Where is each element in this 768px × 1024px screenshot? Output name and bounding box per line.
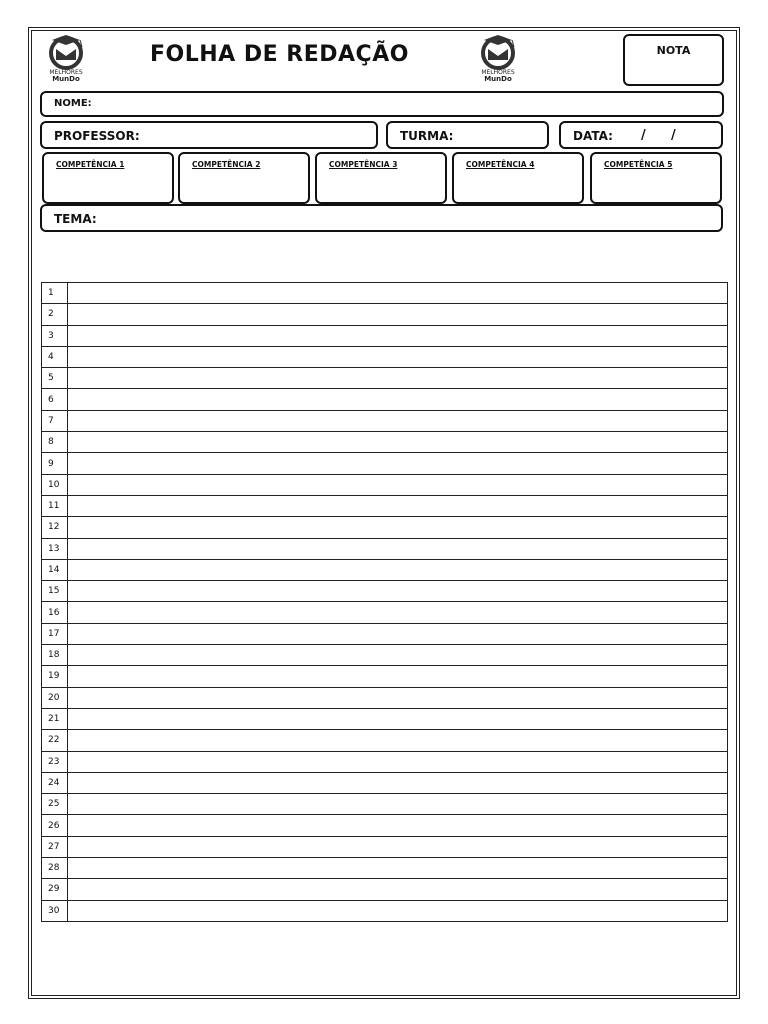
brand-line-2: MunDo	[52, 75, 80, 83]
tema-field[interactable]	[40, 204, 723, 232]
writing-line[interactable]	[42, 283, 728, 304]
line-writing-area[interactable]	[68, 283, 728, 304]
line-writing-area[interactable]	[68, 772, 728, 793]
brand-line-1: MELHORES	[49, 69, 83, 76]
competencia-label: COMPETÊNCIA 4	[466, 160, 535, 169]
line-number: 19	[42, 666, 68, 687]
competencia-box-5[interactable]	[590, 152, 722, 204]
line-writing-area[interactable]	[68, 538, 728, 559]
line-number: 22	[42, 730, 68, 751]
writing-line[interactable]	[42, 368, 728, 389]
writing-line[interactable]	[42, 879, 728, 900]
line-writing-area[interactable]	[68, 751, 728, 772]
line-number: 12	[42, 517, 68, 538]
line-number: 28	[42, 858, 68, 879]
school-logo	[40, 32, 92, 88]
writing-line[interactable]	[42, 581, 728, 602]
graduation-cap-icon	[472, 32, 524, 72]
writing-line[interactable]	[42, 325, 728, 346]
line-writing-area[interactable]	[68, 794, 728, 815]
line-writing-area[interactable]	[68, 687, 728, 708]
writing-line[interactable]	[42, 794, 728, 815]
writing-line[interactable]	[42, 708, 728, 729]
line-writing-area[interactable]	[68, 666, 728, 687]
line-number: 18	[42, 645, 68, 666]
data-field[interactable]	[559, 121, 723, 149]
line-number: 21	[42, 708, 68, 729]
line-number: 26	[42, 815, 68, 836]
line-writing-area[interactable]	[68, 432, 728, 453]
line-writing-area[interactable]	[68, 304, 728, 325]
line-number: 24	[42, 772, 68, 793]
writing-line[interactable]	[42, 304, 728, 325]
writing-line[interactable]	[42, 474, 728, 495]
competencia-label: COMPETÊNCIA 2	[192, 160, 261, 169]
professor-label: PROFESSOR:	[54, 129, 140, 143]
line-number: 1	[42, 283, 68, 304]
line-writing-area[interactable]	[68, 836, 728, 857]
line-writing-area[interactable]	[68, 474, 728, 495]
writing-line[interactable]	[42, 751, 728, 772]
writing-lines-table	[41, 282, 728, 922]
line-number: 10	[42, 474, 68, 495]
nome-label: NOME:	[54, 98, 92, 109]
tema-label: TEMA:	[54, 212, 97, 226]
nome-field[interactable]	[40, 91, 724, 117]
line-number: 4	[42, 346, 68, 367]
line-number: 14	[42, 559, 68, 580]
line-number: 17	[42, 623, 68, 644]
writing-line[interactable]	[42, 559, 728, 580]
writing-line[interactable]	[42, 495, 728, 516]
competencia-box-1[interactable]	[42, 152, 174, 204]
competencia-label: COMPETÊNCIA 5	[604, 160, 673, 169]
line-writing-area[interactable]	[68, 495, 728, 516]
line-writing-area[interactable]	[68, 645, 728, 666]
line-number: 6	[42, 389, 68, 410]
competencia-label: COMPETÊNCIA 1	[56, 160, 125, 169]
writing-line[interactable]	[42, 517, 728, 538]
competencia-label: COMPETÊNCIA 3	[329, 160, 398, 169]
line-writing-area[interactable]	[68, 708, 728, 729]
line-number: 16	[42, 602, 68, 623]
brand-text	[40, 70, 92, 82]
line-writing-area[interactable]	[68, 879, 728, 900]
competencia-box-3[interactable]	[315, 152, 447, 204]
line-writing-area[interactable]	[68, 325, 728, 346]
line-writing-area[interactable]	[68, 559, 728, 580]
line-number: 5	[42, 368, 68, 389]
writing-line[interactable]	[42, 730, 728, 751]
writing-line[interactable]	[42, 836, 728, 857]
line-number: 25	[42, 794, 68, 815]
line-writing-area[interactable]	[68, 346, 728, 367]
line-number: 3	[42, 325, 68, 346]
line-writing-area[interactable]	[68, 730, 728, 751]
line-number: 30	[42, 900, 68, 921]
competencia-box-2[interactable]	[178, 152, 310, 204]
writing-line[interactable]	[42, 432, 728, 453]
writing-line[interactable]	[42, 453, 728, 474]
line-number: 20	[42, 687, 68, 708]
school-logo-secondary	[472, 32, 524, 88]
line-number: 8	[42, 432, 68, 453]
line-writing-area[interactable]	[68, 389, 728, 410]
line-writing-area[interactable]	[68, 602, 728, 623]
writing-line[interactable]	[42, 772, 728, 793]
brand-line-1: MELHORES	[481, 69, 515, 76]
line-writing-area[interactable]	[68, 858, 728, 879]
writing-line[interactable]	[42, 538, 728, 559]
date-separator: /	[671, 128, 676, 143]
line-writing-area[interactable]	[68, 517, 728, 538]
writing-line[interactable]	[42, 602, 728, 623]
nota-box[interactable]	[623, 34, 724, 86]
line-writing-area[interactable]	[68, 410, 728, 431]
brand-text	[472, 70, 524, 82]
page-title: FOLHA DE REDAÇÃO	[150, 42, 409, 67]
nota-label: NOTA	[656, 44, 691, 57]
writing-line[interactable]	[42, 815, 728, 836]
turma-field[interactable]	[386, 121, 549, 149]
date-separator: /	[641, 128, 646, 143]
graduation-cap-icon	[40, 32, 92, 72]
brand-line-2: MunDo	[484, 75, 512, 83]
line-writing-area[interactable]	[68, 368, 728, 389]
line-writing-area[interactable]	[68, 453, 728, 474]
line-writing-area[interactable]	[68, 623, 728, 644]
line-writing-area[interactable]	[68, 815, 728, 836]
writing-line[interactable]	[42, 410, 728, 431]
data-label: DATA:	[573, 129, 613, 143]
line-number: 29	[42, 879, 68, 900]
line-writing-area[interactable]	[68, 900, 728, 921]
competencia-box-4[interactable]	[452, 152, 584, 204]
writing-line[interactable]	[42, 346, 728, 367]
line-number: 9	[42, 453, 68, 474]
line-number: 7	[42, 410, 68, 431]
line-number: 13	[42, 538, 68, 559]
line-number: 15	[42, 581, 68, 602]
writing-line[interactable]	[42, 645, 728, 666]
turma-label: TURMA:	[400, 129, 454, 143]
writing-line[interactable]	[42, 389, 728, 410]
writing-line[interactable]	[42, 687, 728, 708]
writing-line[interactable]	[42, 900, 728, 921]
line-number: 23	[42, 751, 68, 772]
writing-line[interactable]	[42, 858, 728, 879]
professor-field[interactable]	[40, 121, 378, 149]
line-number: 2	[42, 304, 68, 325]
writing-line[interactable]	[42, 623, 728, 644]
line-writing-area[interactable]	[68, 581, 728, 602]
line-number: 27	[42, 836, 68, 857]
writing-line[interactable]	[42, 666, 728, 687]
line-number: 11	[42, 495, 68, 516]
